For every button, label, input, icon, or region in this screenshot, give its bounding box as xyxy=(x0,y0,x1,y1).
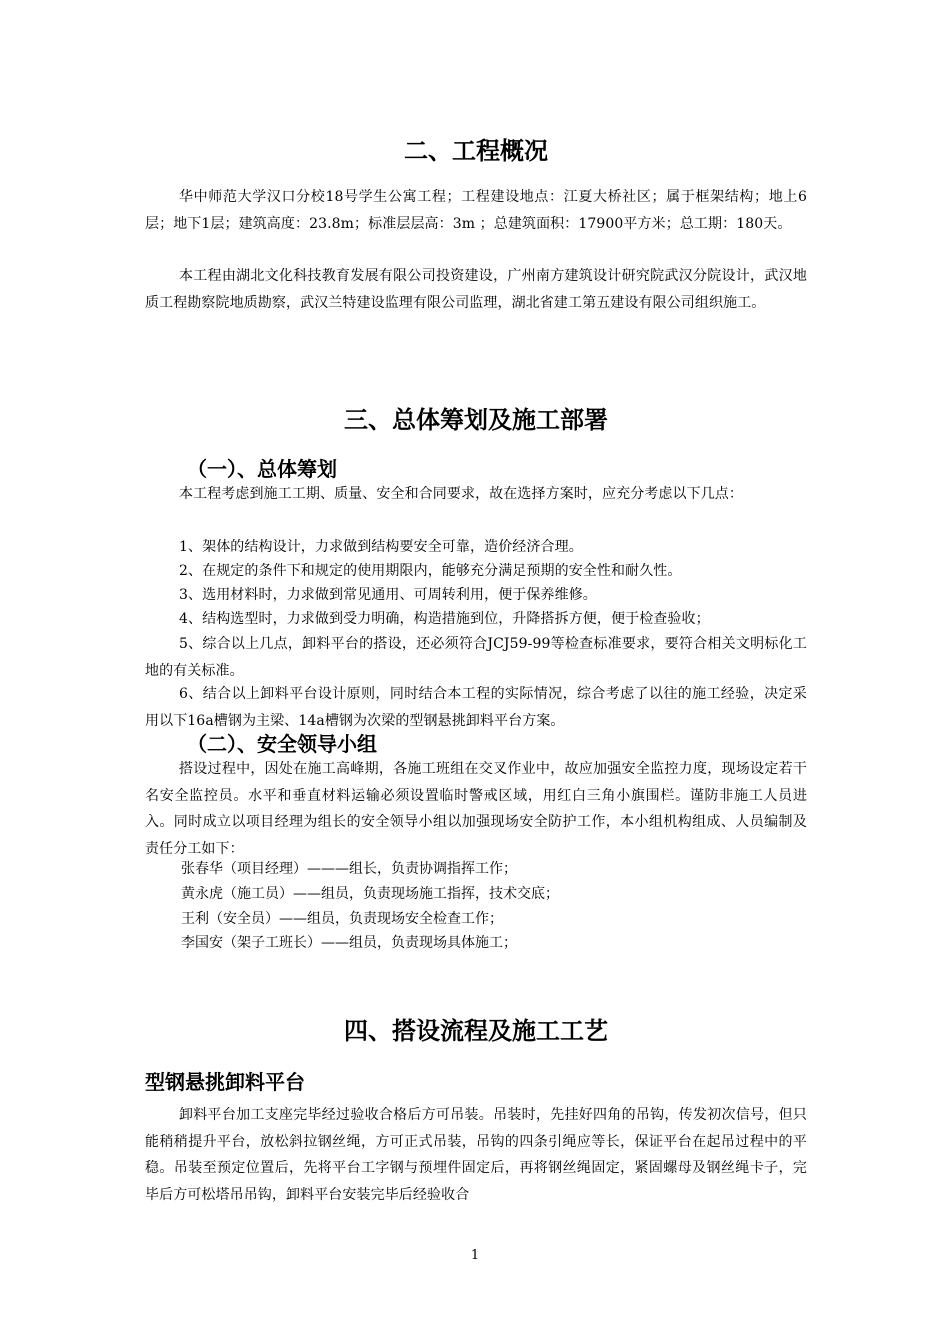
planning-item-4: 4、结构选型时，力求做到受力明确，构造措施到位，升降搭拆方便，便于检查验收； xyxy=(179,611,710,627)
section-4-title: 四、搭设流程及施工工艺 xyxy=(344,1017,608,1045)
planning-item-3: 3、选用材料时，力求做到常见通用、可周转利用，便于保养维修。 xyxy=(179,587,597,603)
safety-team-intro: 搭设过程中，因处在施工高峰期，各施工班组在交叉作业中，故应加强安全监控力度，现场设定若干名安全监控员。水平和垂直材料运输必须设置临时警戒区域，用红白三角小旗围栏。谨防非施工人员进入。同时成立以项目经理为组长的安全领导小组以加强现场安全防护工作，本小组机构组成、人员编制及责任分工如下： xyxy=(145,761,807,857)
safety-team-member-4: 李国安（架子工班长）——组员，负责现场具体施工； xyxy=(181,935,517,951)
overall-planning-intro: 本工程考虑到施工工期、质量、安全和合同要求，故在选择方案时，应充分考虑以下几点： xyxy=(179,486,743,502)
planning-item-2: 2、在规定的条件下和规定的使用期限内，能够充分满足预期的安全性和耐久性。 xyxy=(179,563,682,579)
planning-item-6: 6、结合以上卸料平台设计原则，同时结合本工程的实际情况，综合考虑了以往的施工经验，决定采用以下16a槽钢为主梁、14a槽钢为次梁的型钢悬挑卸料平台方案。 xyxy=(145,686,807,729)
section-2-paragraph-2: 本工程由湖北文化科技教育发展有限公司投资建设，广州南方建筑设计研究院武汉分院设计，武汉地质工程勘察院地质勘察，武汉兰特建设监理有限公司监理，湖北省建工第五建设有限公司组织施工。 xyxy=(145,268,807,311)
platform-paragraph-1: 卸料平台加工支座完毕经过验收合格后方可吊装。吊装时，先挂好四角的吊钩，传发初次信号，但只能稍稍提升平台，放松斜拉钢丝绳，方可正式吊装，吊钩的四条引绳应等长，保证平台在起吊过程中的平稳。吊装至预定位置后，先将平台工字钢与预埋件固定后，再将钢丝绳固定，紧固螺母及钢丝绳卡子，完毕后方可松塔吊吊钩，卸料平台安装完毕后经验收合 xyxy=(145,1107,807,1203)
subsection-safety-team-title: （二）、安全领导小组 xyxy=(187,732,377,756)
safety-team-member-2: 黄永虎（施工员）——组员，负责现场施工指挥，技术交底； xyxy=(181,886,559,902)
safety-team-member-3: 王利（安全员）——组员，负责现场安全检查工作； xyxy=(181,911,503,927)
subsection-platform-title: 型钢悬挑卸料平台 xyxy=(145,1070,305,1094)
page-number: 1 xyxy=(470,1248,480,1263)
subsection-overall-planning-title: （一）、总体筹划 xyxy=(187,457,337,481)
safety-team-member-1: 张春华（项目经理）———组长，负责协调指挥工作； xyxy=(181,861,517,877)
section-3-title: 三、总体筹划及施工部署 xyxy=(344,406,608,434)
planning-item-5: 5、综合以上几点，卸料平台的搭设，还必须符合JCJ59-99等检查标准要求，要符合相关文明标化工地的有关标准。 xyxy=(145,636,807,679)
planning-item-1: 1、架体的结构设计，力求做到结构要安全可靠，造价经济合理。 xyxy=(179,539,583,555)
section-2-paragraph-1: 华中师范大学汉口分校18号学生公寓工程；工程建设地点：江夏大桥社区；属于框架结构；地上6层；地下1层；建筑高度：23.8m；标准层层高：3m ；总建筑面积：17900平方米；总工期：180天。 xyxy=(145,189,807,232)
section-2-title: 二、工程概况 xyxy=(404,137,548,165)
